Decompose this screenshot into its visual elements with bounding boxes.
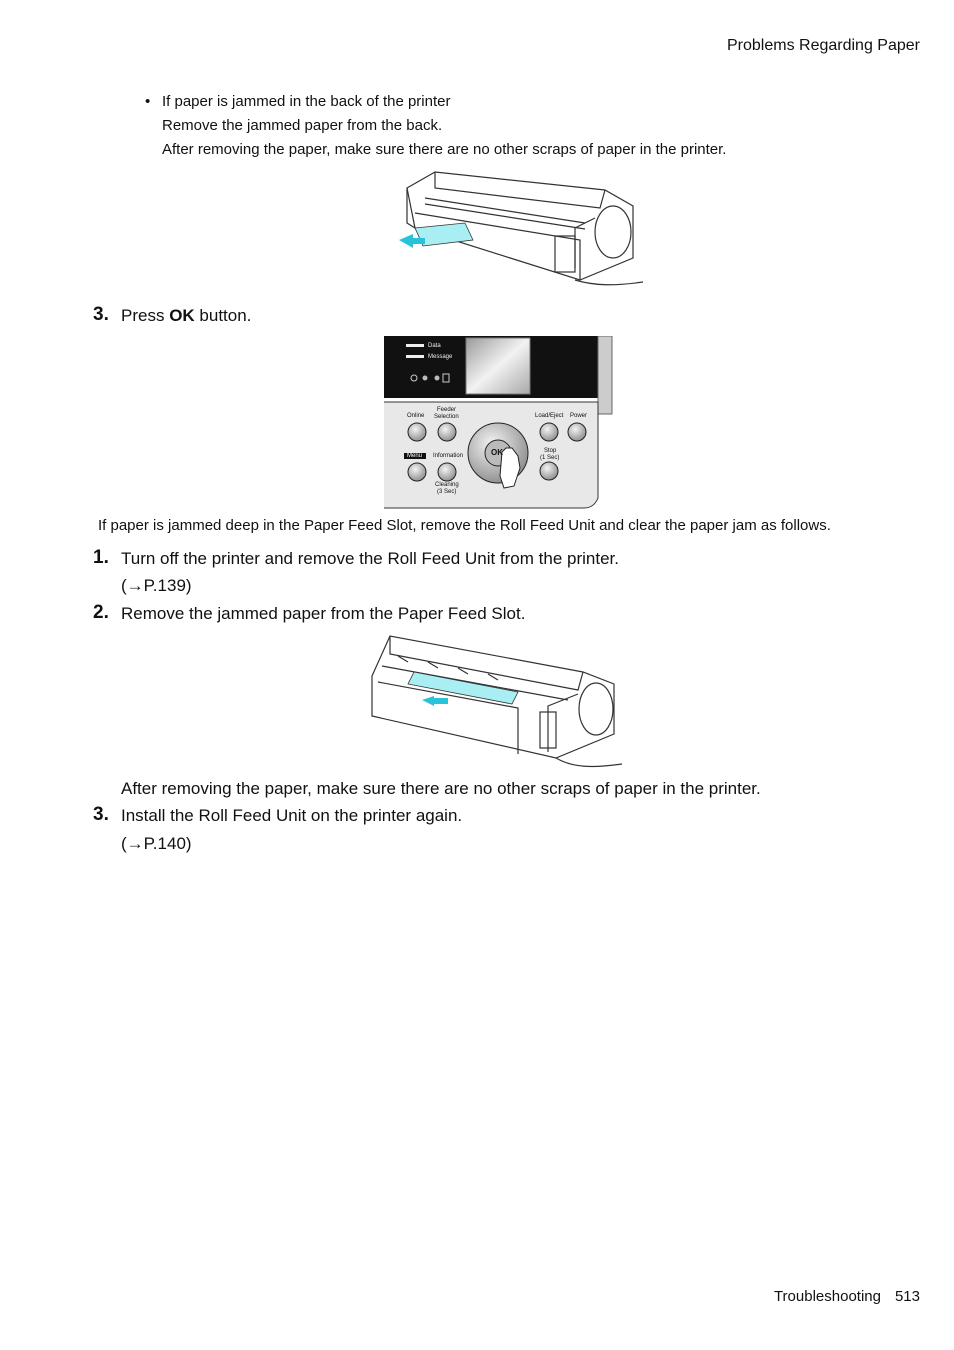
panel-stop-label-2: (1 Sec) [540, 455, 560, 461]
panel-message-label: Message [428, 354, 453, 360]
panel-feeder-label-1: Feeder [437, 407, 457, 413]
panel-power-label: Power [570, 413, 588, 419]
step-reference-link[interactable]: (→P.139) [121, 576, 192, 595]
page-footer [774, 1288, 920, 1305]
running-header: Problems Regarding Paper [727, 37, 920, 54]
panel-menu-label: Menu [407, 453, 423, 459]
intro-note: If paper is jammed deep in the Paper Feed Slot, remove the Roll Feed Unit and clear the paper jam as follows. [98, 517, 831, 534]
step-number: 1. [93, 547, 109, 568]
footer-section: Troubleshooting [773, 1288, 881, 1305]
bullet-line-1: Remove the jammed paper from the back. [162, 117, 443, 134]
after-removal-note: After removing the paper, make sure there are no other scraps of paper in the printer. [121, 779, 761, 798]
step-text: Turn off the printer and remove the Roll Feed Unit from the printer. [121, 549, 619, 568]
panel-load-eject-label: Load/Eject [535, 413, 564, 419]
step-text [121, 306, 251, 326]
panel-online-label: Online [407, 413, 425, 419]
step-reference-link[interactable]: (→P.140) [121, 834, 192, 853]
bullet-marker: • [145, 93, 151, 110]
panel-stop-label-1: Stop [544, 448, 557, 454]
ok-label: OK [169, 306, 195, 325]
bullet-line-2: After removing the paper, make sure there are no other scraps of paper in the printer. [162, 141, 727, 158]
panel-cleaning-label-1: Cleaning [435, 482, 459, 488]
control-panel-illustration [384, 336, 614, 510]
bullet-title: If paper is jammed in the back of the printer [162, 93, 451, 110]
page-number: 513 [894, 1288, 920, 1305]
step-text: Install the Roll Feed Unit on the printer again. [121, 806, 463, 825]
step-text: Remove the jammed paper from the Paper Feed Slot. [121, 604, 526, 623]
panel-cleaning-label-2: (3 Sec) [437, 489, 457, 495]
printer-rear-illustration [395, 168, 645, 293]
step-number: 3. [93, 304, 109, 325]
panel-feeder-label-2: Selection [434, 414, 459, 420]
panel-information-label: Information [433, 453, 464, 459]
step-text-before: Press [121, 306, 170, 325]
panel-ok-label: OK [491, 448, 503, 457]
step-number: 2. [93, 602, 109, 623]
step-text-after: button. [194, 306, 252, 325]
paper-feed-slot-illustration [368, 634, 623, 769]
step-number: 3. [93, 804, 109, 825]
panel-data-label: Data [428, 343, 441, 349]
